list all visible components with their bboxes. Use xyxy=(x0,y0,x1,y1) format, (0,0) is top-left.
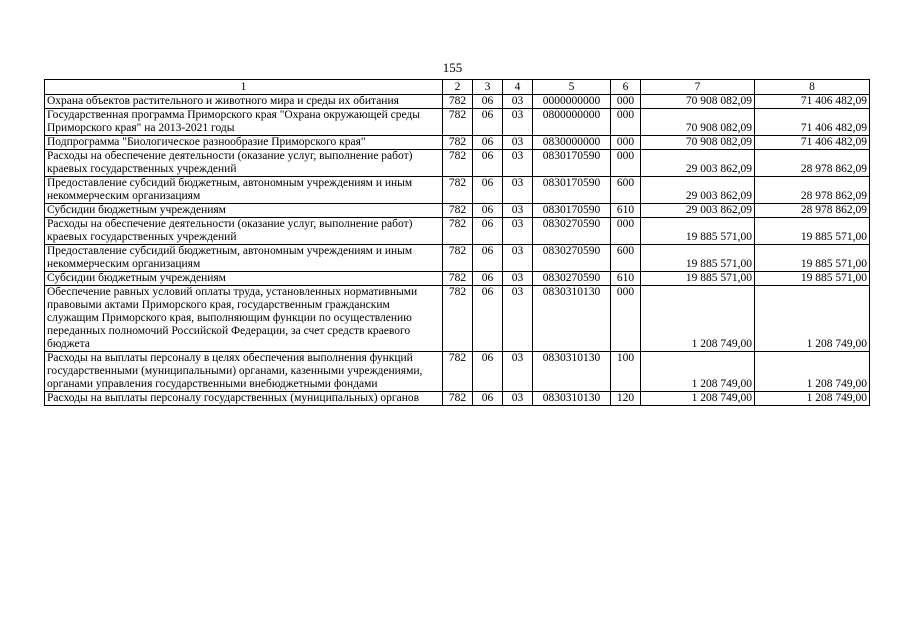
cell-expense-type: 600 xyxy=(611,177,641,204)
column-header: 3 xyxy=(473,80,503,95)
cell-amount-col8: 1 208 749,00 xyxy=(755,286,870,352)
cell-subsection: 03 xyxy=(503,392,533,406)
cell-expense-type: 000 xyxy=(611,150,641,177)
cell-name: Государственная программа Приморского края "Охрана окружающей среды Приморского края" на 2013-2021 годы xyxy=(45,109,443,136)
cell-amount-col8: 28 978 862,09 xyxy=(755,150,870,177)
table-row xyxy=(45,218,870,245)
budget-table xyxy=(44,79,870,406)
cell-subsection: 03 xyxy=(503,218,533,245)
cell-grbs: 782 xyxy=(443,204,473,218)
cell-subsection: 03 xyxy=(503,245,533,272)
cell-expense-type: 610 xyxy=(611,204,641,218)
cell-subsection: 03 xyxy=(503,272,533,286)
cell-section: 06 xyxy=(473,136,503,150)
cell-grbs: 782 xyxy=(443,150,473,177)
cell-amount-col8: 71 406 482,09 xyxy=(755,109,870,136)
table-row xyxy=(45,352,870,392)
page-number: 155 xyxy=(442,60,463,75)
cell-grbs: 782 xyxy=(443,392,473,406)
cell-expense-type: 000 xyxy=(611,218,641,245)
table-row xyxy=(45,177,870,204)
cell-name: Охрана объектов растительного и животного мира и среды их обитания xyxy=(45,95,443,109)
cell-name: Расходы на обеспечение деятельности (оказание услуг, выполнение работ) краевых государственных учреждений xyxy=(45,150,443,177)
table-header-row xyxy=(45,80,870,95)
cell-name: Расходы на выплаты персоналу государственных (муниципальных) органов xyxy=(45,392,443,406)
cell-grbs: 782 xyxy=(443,286,473,352)
cell-subsection: 03 xyxy=(503,136,533,150)
cell-subsection: 03 xyxy=(503,150,533,177)
cell-amount-col7: 1 208 749,00 xyxy=(641,286,755,352)
cell-expense-type: 120 xyxy=(611,392,641,406)
cell-target-article: 0830270590 xyxy=(533,272,611,286)
cell-section: 06 xyxy=(473,352,503,392)
cell-amount-col7: 70 908 082,09 xyxy=(641,109,755,136)
cell-subsection: 03 xyxy=(503,286,533,352)
cell-amount-col8: 19 885 571,00 xyxy=(755,272,870,286)
cell-section: 06 xyxy=(473,150,503,177)
cell-amount-col7: 19 885 571,00 xyxy=(641,272,755,286)
table-row xyxy=(45,95,870,109)
cell-grbs: 782 xyxy=(443,109,473,136)
cell-expense-type: 000 xyxy=(611,286,641,352)
cell-section: 06 xyxy=(473,95,503,109)
cell-section: 06 xyxy=(473,245,503,272)
cell-grbs: 782 xyxy=(443,245,473,272)
cell-grbs: 782 xyxy=(443,136,473,150)
cell-target-article: 0830270590 xyxy=(533,218,611,245)
column-header: 4 xyxy=(503,80,533,95)
cell-target-article: 0830270590 xyxy=(533,245,611,272)
cell-amount-col7: 19 885 571,00 xyxy=(641,218,755,245)
cell-subsection: 03 xyxy=(503,352,533,392)
table-row xyxy=(45,245,870,272)
cell-expense-type: 610 xyxy=(611,272,641,286)
table-row xyxy=(45,286,870,352)
column-header: 7 xyxy=(641,80,755,95)
cell-amount-col7: 1 208 749,00 xyxy=(641,392,755,406)
cell-amount-col8: 19 885 571,00 xyxy=(755,218,870,245)
cell-section: 06 xyxy=(473,177,503,204)
cell-target-article: 0830310130 xyxy=(533,352,611,392)
table-row xyxy=(45,392,870,406)
table-row xyxy=(45,150,870,177)
cell-amount-col8: 19 885 571,00 xyxy=(755,245,870,272)
cell-expense-type: 100 xyxy=(611,352,641,392)
cell-target-article: 0830000000 xyxy=(533,136,611,150)
cell-target-article: 0830310130 xyxy=(533,392,611,406)
cell-name: Субсидии бюджетным учреждениям xyxy=(45,204,443,218)
table-row xyxy=(45,136,870,150)
column-header: 5 xyxy=(533,80,611,95)
cell-amount-col8: 1 208 749,00 xyxy=(755,392,870,406)
cell-name: Обеспечение равных условий оплаты труда, установленных нормативными правовыми актами Приморского края, государственным гражданским служащим Приморского края, выполняющим функции по осуществлению переданных полномочий Российской Федерации, за счет средств краевого бюджета xyxy=(45,286,443,352)
cell-subsection: 03 xyxy=(503,95,533,109)
cell-amount-col7: 29 003 862,09 xyxy=(641,204,755,218)
cell-expense-type: 600 xyxy=(611,245,641,272)
cell-amount-col7: 1 208 749,00 xyxy=(641,352,755,392)
cell-target-article: 0830310130 xyxy=(533,286,611,352)
cell-target-article: 0800000000 xyxy=(533,109,611,136)
table-row xyxy=(45,204,870,218)
cell-grbs: 782 xyxy=(443,352,473,392)
cell-subsection: 03 xyxy=(503,204,533,218)
cell-expense-type: 000 xyxy=(611,136,641,150)
column-header: 2 xyxy=(443,80,473,95)
cell-target-article: 0830170590 xyxy=(533,204,611,218)
table-body xyxy=(45,95,870,406)
cell-amount-col8: 71 406 482,09 xyxy=(755,136,870,150)
cell-section: 06 xyxy=(473,272,503,286)
column-header: 8 xyxy=(755,80,870,95)
cell-amount-col7: 19 885 571,00 xyxy=(641,245,755,272)
cell-subsection: 03 xyxy=(503,177,533,204)
cell-target-article: 0000000000 xyxy=(533,95,611,109)
cell-expense-type: 000 xyxy=(611,109,641,136)
cell-section: 06 xyxy=(473,392,503,406)
table-row xyxy=(45,109,870,136)
cell-subsection: 03 xyxy=(503,109,533,136)
cell-grbs: 782 xyxy=(443,218,473,245)
cell-name: Расходы на выплаты персоналу в целях обеспечения выполнения функций государственными (муниципальными) органами, казенными учреждениями, органами управления государственными внебюджетными фондами xyxy=(45,352,443,392)
cell-name: Расходы на обеспечение деятельности (оказание услуг, выполнение работ) краевых государственных учреждений xyxy=(45,218,443,245)
cell-amount-col8: 28 978 862,09 xyxy=(755,204,870,218)
cell-amount-col7: 70 908 082,09 xyxy=(641,136,755,150)
cell-target-article: 0830170590 xyxy=(533,150,611,177)
cell-name: Предоставление субсидий бюджетным, автономным учреждениям и иным некоммерческим организациям xyxy=(45,245,443,272)
cell-name: Предоставление субсидий бюджетным, автономным учреждениям и иным некоммерческим организациям xyxy=(45,177,443,204)
cell-amount-col7: 29 003 862,09 xyxy=(641,150,755,177)
cell-amount-col7: 29 003 862,09 xyxy=(641,177,755,204)
cell-amount-col8: 28 978 862,09 xyxy=(755,177,870,204)
cell-section: 06 xyxy=(473,109,503,136)
column-header: 6 xyxy=(611,80,641,95)
cell-name: Подпрограмма "Биологическое разнообразие Приморского края" xyxy=(45,136,443,150)
cell-grbs: 782 xyxy=(443,272,473,286)
table-row xyxy=(45,272,870,286)
cell-expense-type: 000 xyxy=(611,95,641,109)
cell-grbs: 782 xyxy=(443,95,473,109)
cell-section: 06 xyxy=(473,218,503,245)
cell-amount-col8: 1 208 749,00 xyxy=(755,352,870,392)
cell-target-article: 0830170590 xyxy=(533,177,611,204)
cell-amount-col7: 70 908 082,09 xyxy=(641,95,755,109)
cell-section: 06 xyxy=(473,286,503,352)
cell-section: 06 xyxy=(473,204,503,218)
column-header: 1 xyxy=(45,80,443,95)
cell-name: Субсидии бюджетным учреждениям xyxy=(45,272,443,286)
cell-grbs: 782 xyxy=(443,177,473,204)
cell-amount-col8: 71 406 482,09 xyxy=(755,95,870,109)
